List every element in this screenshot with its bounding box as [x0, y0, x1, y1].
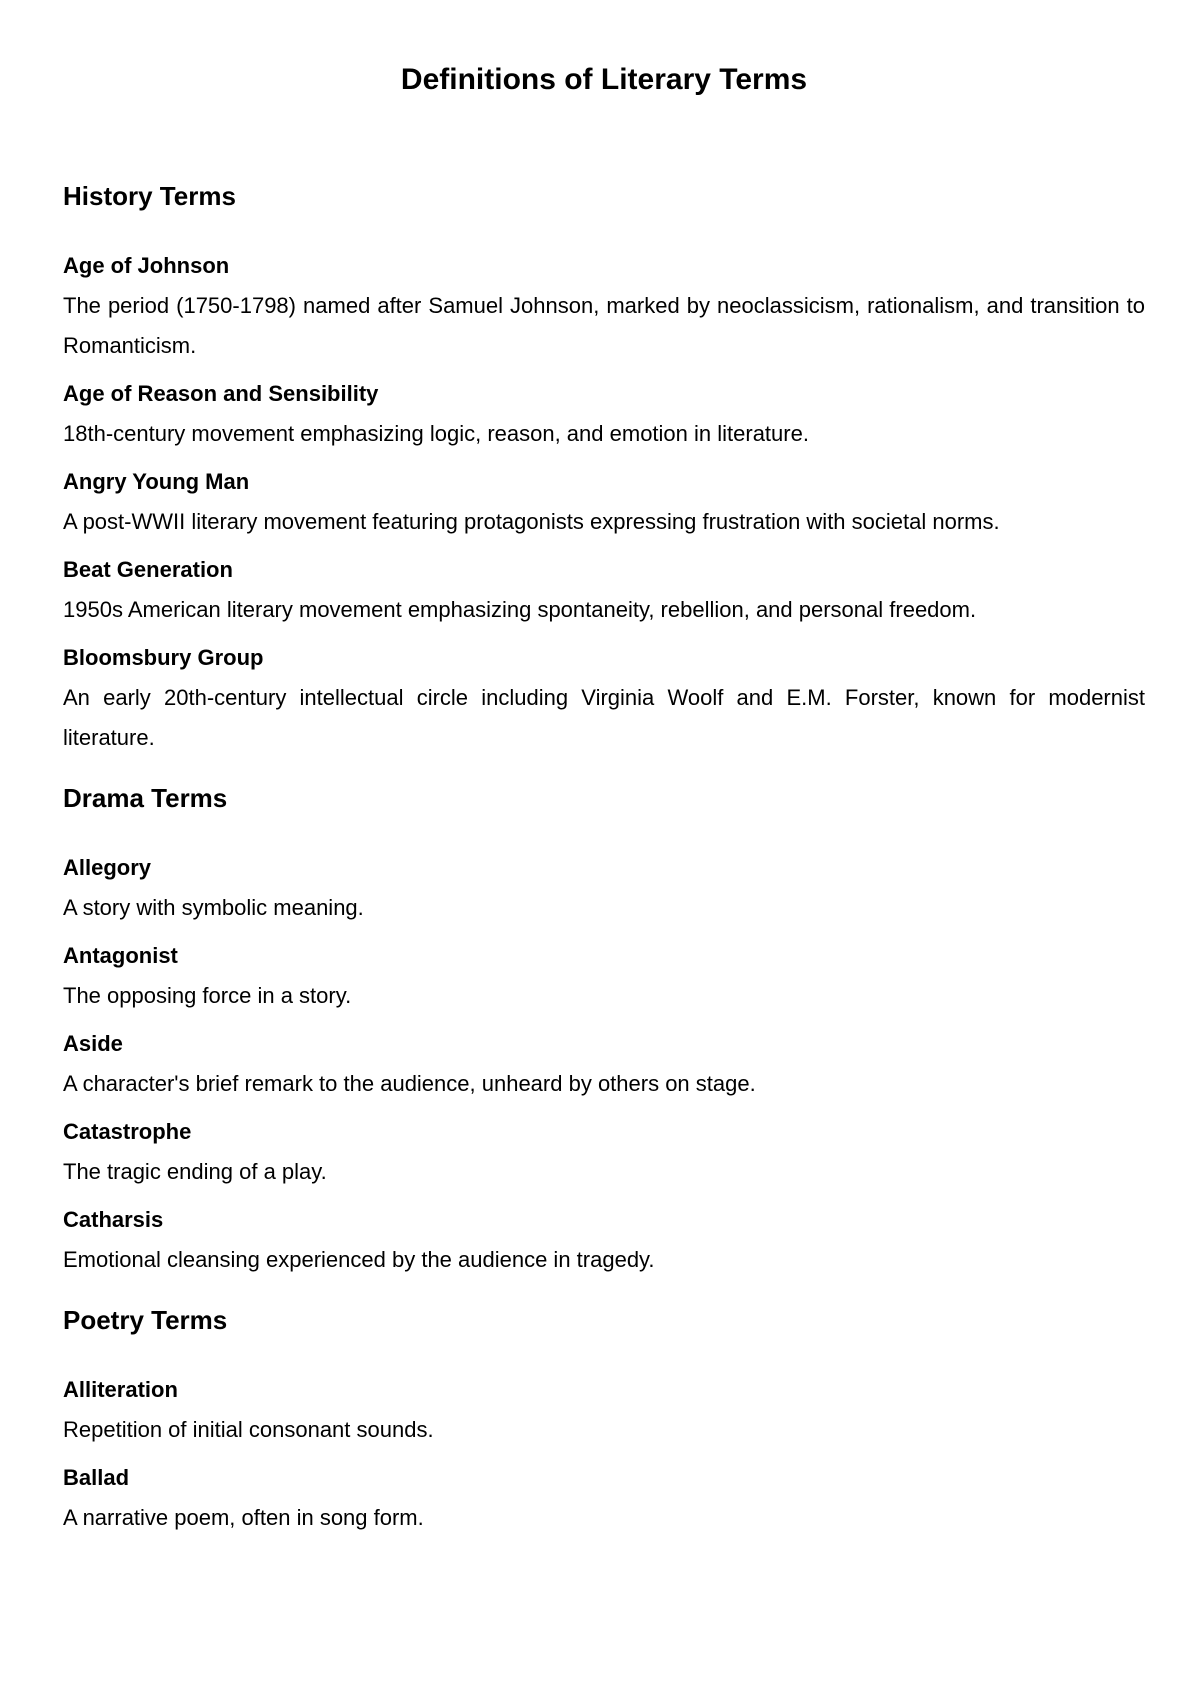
term-definition: A character's brief remark to the audience, unheard by others on stage. [63, 1071, 756, 1096]
term-definition: Emotional cleansing experienced by the audience in tragedy. [63, 1247, 655, 1272]
term-entry [63, 1028, 1145, 1104]
term-name: Allegory [63, 855, 152, 880]
term-entry [63, 852, 1145, 928]
term-entry [63, 378, 1145, 454]
section-heading: Drama Terms [63, 783, 228, 813]
term-definition: The tragic ending of a play. [63, 1159, 327, 1184]
term-entry [63, 554, 1145, 630]
section-drama-terms [63, 778, 1145, 1280]
term-name: Catharsis [63, 1207, 164, 1232]
term-definition: The period (1750-1798) named after Samuel Johnson, marked by neoclassicism, rationalism, and transition to Romanticism. [63, 293, 1145, 358]
term-name: Ballad [63, 1465, 130, 1490]
term-name: Age of Johnson [63, 253, 230, 278]
term-name: Alliteration [63, 1377, 178, 1402]
term-entry [63, 250, 1145, 366]
term-name: Age of Reason and Sensibility [63, 381, 379, 406]
term-definition: A narrative poem, often in song form. [63, 1505, 424, 1530]
term-entry [63, 466, 1145, 542]
term-definition: 1950s American literary movement emphasizing spontaneity, rebellion, and personal freedom. [63, 597, 977, 622]
term-definition: A story with symbolic meaning. [63, 895, 364, 920]
term-entry [63, 940, 1145, 1016]
term-name: Aside [63, 1031, 123, 1056]
document-title: Definitions of Literary Terms [400, 63, 808, 96]
term-name: Angry Young Man [63, 469, 250, 494]
term-entry [63, 1116, 1145, 1192]
term-name: Bloomsbury Group [63, 645, 264, 670]
term-entry [63, 1204, 1145, 1280]
term-definition: An early 20th-century intellectual circle including Virginia Woolf and E.M. Forster, known for modernist literature. [63, 685, 1145, 750]
term-definition: Repetition of initial consonant sounds. [63, 1417, 434, 1442]
section-heading: Poetry Terms [63, 1305, 228, 1335]
document-content [63, 176, 1145, 1550]
section-history-terms [63, 176, 1145, 758]
term-name: Antagonist [63, 943, 178, 968]
term-definition: A post-WWII literary movement featuring protagonists expressing frustration with societal norms. [63, 509, 1000, 534]
section-poetry-terms [63, 1300, 1145, 1538]
term-name: Beat Generation [63, 557, 233, 582]
term-entry [63, 1462, 1145, 1538]
section-heading: History Terms [63, 181, 236, 211]
term-entry [63, 642, 1145, 758]
term-entry [63, 1374, 1145, 1450]
term-definition: The opposing force in a story. [63, 983, 352, 1008]
term-definition: 18th-century movement emphasizing logic, reason, and emotion in literature. [63, 421, 809, 446]
term-name: Catastrophe [63, 1119, 192, 1144]
